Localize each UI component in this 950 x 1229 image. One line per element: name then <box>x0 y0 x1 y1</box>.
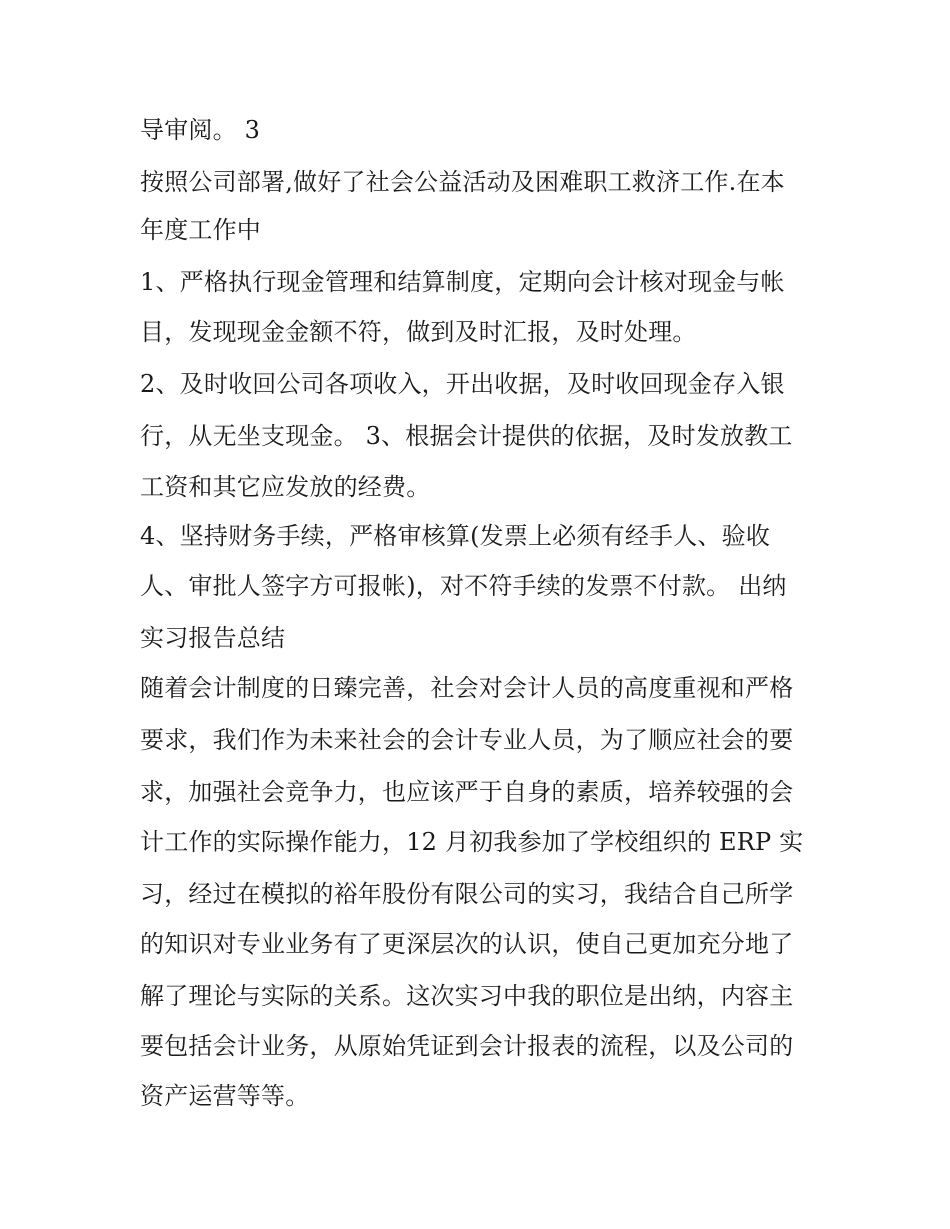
text-line: 求，加强社会竞争力，也应该严于自身的素质，培养较强的会 <box>140 778 794 806</box>
text-line: 导审阅。 3 <box>140 116 261 144</box>
text-line: 的知识对专业业务有了更深层次的认识，使自己更加充分地了 <box>140 930 794 958</box>
text-line: 目，发现现金金额不符，做到及时汇报，及时处理。 <box>140 318 697 346</box>
text-line: 解了理论与实际的关系。这次实习中我的职位是出纳，内容主 <box>140 982 794 1010</box>
text-line: 年度工作中 <box>140 216 261 244</box>
text-line: 要包括会计业务，从原始凭证到会计报表的流程，以及公司的 <box>140 1032 794 1060</box>
text-line: 2、及时收回公司各项收入，开出收据，及时收回现金存入银 <box>140 370 785 398</box>
text-line: 资产运营等等。 <box>140 1082 310 1110</box>
text-line: 随着会计制度的日臻完善，社会对会计人员的高度重视和严格 <box>140 674 794 702</box>
text-line: 行，从无坐支现金。 3、根据会计提供的依据，及时发放教工 <box>140 422 793 450</box>
text-line: 要求，我们作为未来社会的会计专业人员，为了顺应社会的要 <box>140 726 794 754</box>
text-line: 计工作的实际操作能力，12 月初我参加了学校组织的 ERP 实 <box>140 828 804 856</box>
text-line: 工资和其它应发放的经费。 <box>140 473 431 501</box>
text-line: 4、坚持财务手续，严格审核算(发票上必须有经手人、验收 <box>140 522 771 550</box>
text-line: 习，经过在模拟的裕年股份有限公司的实习，我结合自己所学 <box>140 880 794 908</box>
text-line: 实习报告总结 <box>140 624 286 652</box>
text-line: 1、严格执行现金管理和结算制度，定期向会计核对现金与帐 <box>140 268 785 296</box>
text-line: 按照公司部署,做好了社会公益活动及困难职工救济工作.在本 <box>140 168 785 196</box>
text-line: 人、审批人签字方可报帐)，对不符手续的发票不付款。 出纳 <box>140 572 787 600</box>
